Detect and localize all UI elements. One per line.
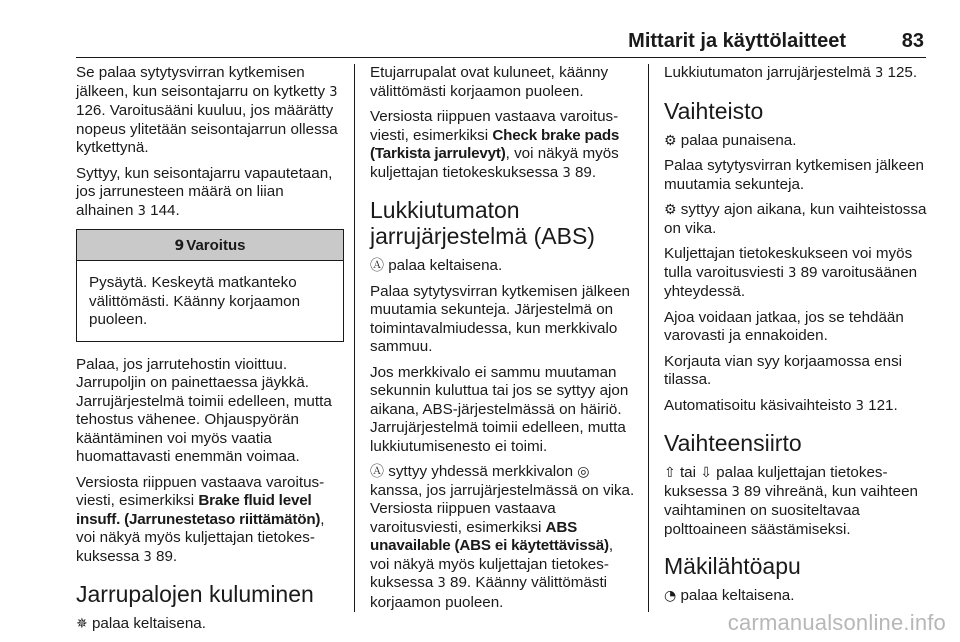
abs-icon: Ⓐ [370, 464, 384, 480]
brake-system-icon: ◎ [577, 464, 590, 480]
page-ref-icon[interactable]: 3 [143, 549, 152, 565]
page-ref-icon[interactable]: 3 [731, 484, 740, 500]
page-ref-icon[interactable]: 3 [437, 576, 446, 591]
page-ref-icon[interactable]: 3 [788, 265, 797, 281]
header-divider [76, 57, 926, 58]
paragraph: Ajoa voidaan jatkaa, jos se tehdään varovasti ja ennakoiden. [664, 308, 904, 344]
paragraph: Ⓐ palaa keltaisena. [370, 257, 503, 274]
page-title: Mittarit ja käyttölaitteet [628, 30, 846, 52]
column-1 [76, 64, 344, 641]
paragraph: Palaa sytytysvirran kytkemisen jälkeen muutamia sekunteja. Järjestelmä on toimintavalmiudessa, kun merkkivalo sammuu. [370, 282, 630, 355]
page-ref-icon[interactable]: 3 [875, 66, 884, 81]
column-2 [370, 64, 636, 619]
section-heading: Lukkiutumaton jarrujärjestelmä (ABS) [370, 197, 595, 249]
section-heading: Vaihteensiirto [664, 430, 802, 456]
page-number: 83 [901, 30, 924, 52]
paragraph: Palaa, jos jarrutehostin vioittuu. Jarrupoljin on painettaessa jäykkä. Jarrujärjestelmä toimii edelleen, mutta tehostus vähenee. Ohjauspyörän kääntäminen voi myös vaatia huomattavasti enemmän voimaa. [76, 355, 332, 465]
paragraph: Palaa sytytysvirran kytkemisen jälkeen muutamia sekunteja. [664, 157, 924, 193]
warning-title: Varoitus [186, 237, 246, 254]
paragraph: Jos merkkivalo ei sammu muutaman sekunnin kuluttua tai jos se syttyy ajon aikana, ABS-järjestelmässä on häiriö. Jarrujärjestelmä toimii edelleen, mutta lukkiutumisenesto ei toimi. [370, 363, 629, 455]
warning-header [77, 230, 343, 261]
page-ref-icon[interactable]: 3 [137, 203, 146, 219]
paragraph: ⇧ tai ⇩ palaa kuljettajan tietokeskuksessa 3 89 vihreänä, kun vaihteen vaihtaminen on suositeltavaa polttoaineen säästämiseksi. [664, 464, 918, 538]
page-header [76, 30, 926, 58]
transmission-icon: ⚙ [664, 202, 677, 218]
warning-body: Pysäytä. Keskeytä matkanteko välittömästi. Käänny korjaamon puoleen. [89, 274, 301, 328]
page-ref-icon[interactable]: 3 [329, 84, 338, 100]
brake-pad-wear-icon: ✵ [76, 616, 88, 632]
shift-down-icon: ⇩ [700, 465, 712, 481]
shift-up-icon: ⇧ [664, 465, 676, 481]
column-3 [664, 64, 932, 613]
paragraph: Automatisoitu käsivaihteisto 3 121. [664, 396, 898, 414]
paragraph: Versiosta riippuen vastaava varoitusviesti, esimerkiksi Check brake pads (Tarkista jarrulevyt), voi näkyä myös kuljettajan tietokeskuksessa 3 89. [370, 108, 620, 181]
page-ref-icon[interactable]: 3 [562, 165, 571, 181]
paragraph: Syttyy, kun seisontajarru vapautetaan, jos jarrunesteen määrä on liian alhainen 3 144. [76, 164, 333, 219]
paragraph: Ⓐ syttyy yhdessä merkkivalon ◎ kanssa, jos jarrujärjestelmässä on vika. Versiosta riippuen vastaava varoitusviesti, esimerkiksi ABS unavailable (ABS ei käytettävissä), voi näkyä myös kuljettajan tietokeskuksessa 3 89. Käänny välittömästi korjaamon puoleen. [370, 463, 635, 611]
paragraph: Korjauta vian syy korjaamossa ensi tilassa. [664, 352, 903, 388]
paragraph: Etujarrupalat ovat kuluneet, käänny välittömästi korjaamon puoleen. [370, 64, 609, 100]
section-heading: Jarrupalojen kuluminen [76, 581, 314, 607]
paragraph: Versiosta riippuen vastaava varoitusviesti, esimerkiksi Brake fluid level insuff. (Jarrunestetaso riittämätön), voi näkyä myös kuljettajan tietokeskuksessa 3 89. [76, 473, 325, 565]
page-ref-icon[interactable]: 3 [855, 398, 864, 414]
transmission-icon: ⚙ [664, 132, 677, 149]
paragraph: ⚙ palaa punaisena. [664, 131, 797, 149]
section-heading: Vaihteisto [664, 97, 764, 124]
paragraph: Kuljettajan tietokeskukseen voi myös tulla varoitusviesti 3 89 varoitusäänen yhteydessä. [664, 245, 918, 300]
warning-box [76, 229, 344, 342]
watermark: carmanualsonline.info [727, 610, 946, 635]
paragraph: ✵ palaa keltaisena. [76, 615, 206, 632]
section-heading: Mäkilähtöapu [664, 553, 801, 579]
warning-triangle-icon: 9 [174, 238, 185, 254]
hill-start-assist-icon: ◔ [664, 588, 677, 604]
column-divider [354, 64, 355, 612]
paragraph: ◔ palaa keltaisena. [664, 587, 795, 604]
abs-icon: Ⓐ [370, 258, 384, 274]
paragraph: Se palaa sytytysvirran kytkemisen jälkeen, kun seisontajarru on kytketty 3 126. Varoitusääni kuuluu, jos määrätty nopeus ylitetään seisontajarrun ollessa kytkettynä. [76, 64, 338, 156]
column-divider [648, 64, 649, 612]
paragraph: Lukkiutumaton jarrujärjestelmä 3 125. [664, 64, 918, 81]
paragraph: ⚙ syttyy ajon aikana, kun vaihteistossa on vika. [664, 201, 927, 237]
